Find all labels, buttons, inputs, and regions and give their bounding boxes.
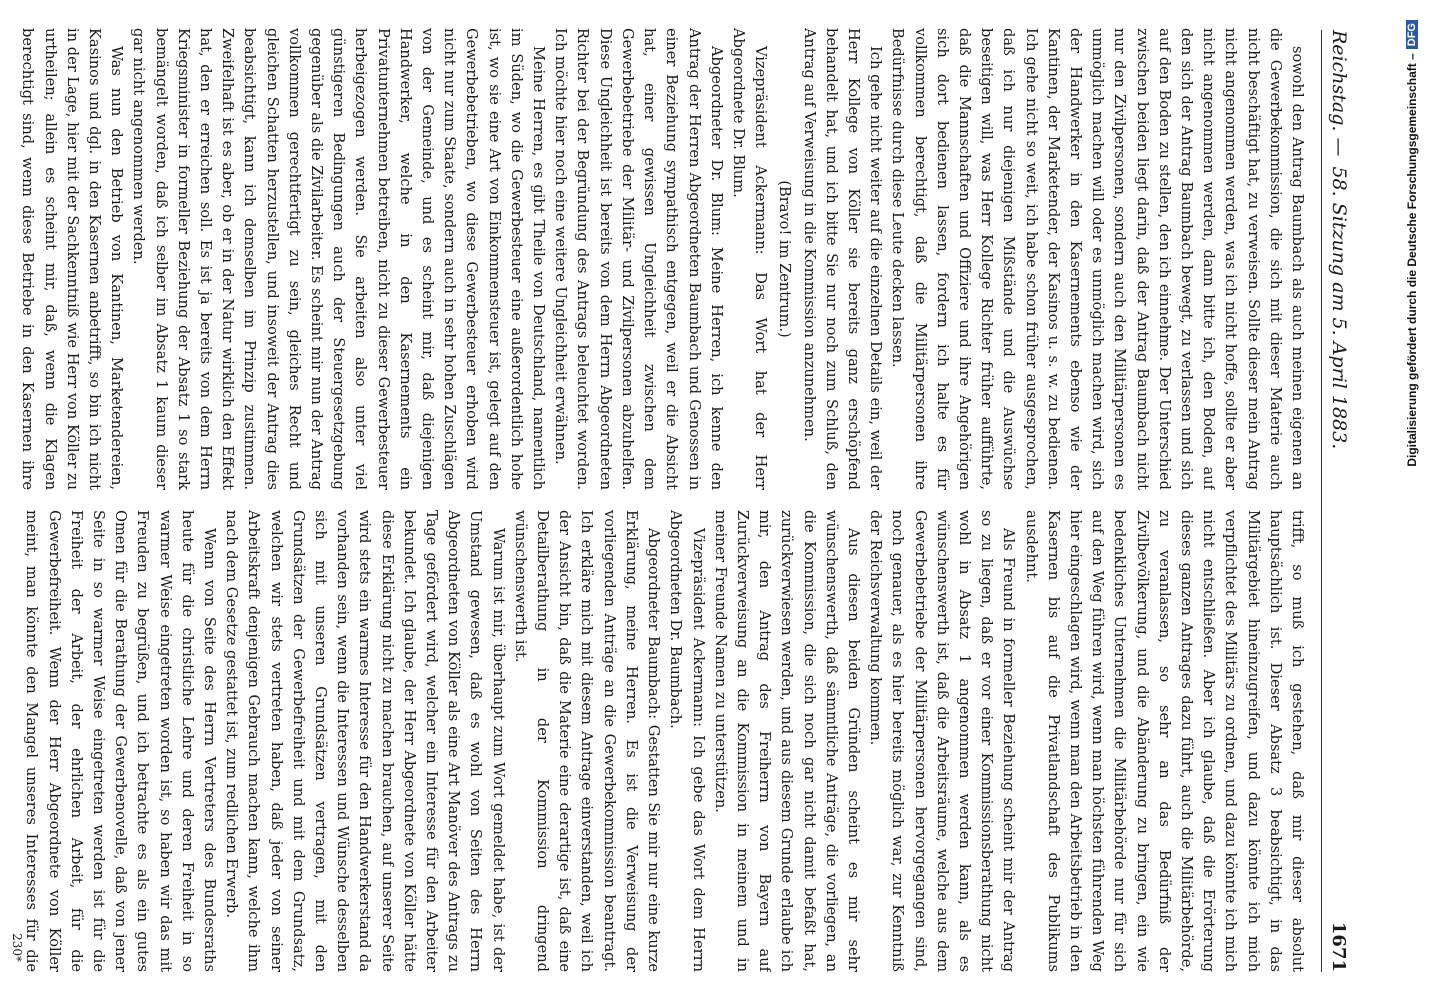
- paragraph: Ich gehe nicht weiter auf die einzelnen Details ein, weil der Herr Kollege von Köller sie bereits ganz erschöpfend behandelt hat, und ich bitte Sie nur noch zum Schluß, den Antrag auf Verweisung in die Kommission anzunehmen.: [800, 28, 885, 490]
- page-number: 1671: [1328, 921, 1350, 972]
- header-left: Reichstag. —: [1328, 30, 1350, 157]
- digitization-sidebar: [1392, 0, 1432, 1000]
- paragraph: Vizepräsident Ackermann: Das Wort hat der Herr Abgeordnete Dr. Blum.: [729, 28, 770, 490]
- sidebar-credit: Digitalisierung gefördert durch die Deutsche Forschungsgemeinschaft –: [1405, 53, 1419, 467]
- paragraph: Was nun den Betrieb von Kantinen, Marketendereien, Kasinos und dgl. in den Kasernen anbetrifft, so bin ich nicht in der Lage, hier mit der Sachkenntniß wie Herr von Köller zu urtheilen; allein es scheint mir, daß, wenn die Klagen berechtigt sind, wenn diese Betriebe in den Kasernen ihre: [19, 28, 126, 490]
- right-column: [18, 510, 1308, 972]
- paragraph: sowohl den Antrag Baumbach als auch meinen eigenen an die Gewerbekommission, die sich mit dieser Materie auch nicht beschäftigt hat, zu verweisen. Sollte dieser mein Antrag nicht angenommen werden, was ich nicht hoffe, sollte er aber nicht angenommen werden, dann bitte ich, den Boden, auf den sich der Antrag Baumbach bewegt, zu verlassen und sich auf den Boden zu stellen, den ich einnehme. Der Unterschied zwischen beiden liegt darin, daß der Antrag Baumbach nicht nur den Zivilpersonen, sondern auch den Militärpersonen es unmöglich machen will oder es unmöglich machen wird, sich der Handwerker in den Kasernements ebenso wie der Kantinen, der Marketender, der Kasinos u. s. w. zu bedienen. Ich gehe nicht so weit, ich habe schon früher ausgesprochen, daß ich nur diejenigen Mißstände und die Auswüchse beseitigen will, was Herr Kollege Richter früher aufführte, daß die Mannschaften und Offiziere und ihre Angehörigen sich dort bedienen lassen, fordern ich halte es für vollkommen berechtigt, daß die Militärpersonen ihre Bedürfnisse durch diese Leute decken lassen.: [889, 28, 1306, 490]
- paragraph: Abgeordneter Baumbach: Gestatten Sie mir nur eine kurze Erklärung, meine Herren. Es ist die Verweisung der vorliegenden Anträge an die Gewerbekommission beantragt. Ich erkläre mich mit diesem Antrage einverstanden, weil ich der Ansicht bin, daß die Materie eine derartige ist, daß eine Detailberathung in der Kommission dringend wünschenswerth ist.: [511, 510, 663, 972]
- paragraph: trifft, so muß ich gestehen, daß mir dieser absolut hauptsächlich ist. Dieser Absatz 3 beabsichtigt, in das Militärgebiet hineinzugreifen, und dazu könnte ich mich verpflichtet des Militärs zu ordnen, und dazu könnte ich mich nicht entschließen. Aber ich glaube, daß die Erörterung dieses ganzen Antrages dazu führt, auch die Militärbehörde, zu veranlassen, so sehr an das Bedürfniß der Zivilbevölkerung, und die Abänderung zu bringen, ein wie bedenkliches Unternehmen die Militärbehörde nur für sich auf den Weg führen wird, wenn man höchsten führenden Weg hier eingeschlagen wird, wenn man den Arbeitsbetrieb in den Kasernen bis auf die Privatlandschaft des Publikums ausdehnt.: [1022, 510, 1306, 972]
- dfg-logo: DFG: [1406, 20, 1418, 49]
- paragraph: Wenn von Seite des Herrn Vertreters des Bundesraths heute für die christliche Lehre und deren Freiheit in so warmer Weise eingetreten worden ist, so haben wir das mit Freuden zu begrüßen, und ich betrachte es als ein gutes Omen für die Berathung der Gewerbenovelle, daß von jener Seite in so warmer Weise eingetreten werden ist für die Freiheit der Arbeit, der ehrlichen Arbeit, für die Gewerbefreiheit. Wenn der Herr Abgeordnete von Köller meint, man könnte den Mangel unseres Interesses für die: [23, 510, 219, 972]
- paragraph: Warum ist mir, überhaupt zum Wort gemeldet habe, ist der Umstand gewesen, daß es wohl von Seiten des Herrn Abgeordneten von Köller als eine Art Manöver des Antrags zu Tage gefördert wird, welcher ein Interesse für den Arbeiter bekundet. Ich glaube, der Herr Abgeordnete von Köller hätte diese Erklärung nicht zu machen brauchen, auf unserer Seite wird stets ein warmes Interesse für den Handwerkerstand da vorhanden sein, wenn die Interessen und Wünsche desselben sich mit unseren Grundsätzen vertragen, mit den Grundsätzen der Gewerbefreiheit und mit dem Grundsatz, welchen wir stets vertreten haben, daß jeder von seiner Arbeitskraft denjenigen Gebrauch machen kann, welche ihm nach dem Gesetze gestattet ist, zum redlichen Erwerb.: [223, 510, 507, 972]
- left-column: [18, 28, 1308, 490]
- signature-mark: 230*: [10, 933, 24, 962]
- header-title: 58. Sitzung am 5. April 1883.: [1328, 166, 1350, 450]
- page-header: [1321, 30, 1356, 972]
- paragraph: Vizepräsident Ackermann: Ich gebe das Wort dem Herrn Abgeordneten Dr. Baumbach.: [667, 510, 707, 972]
- paragraph: Als Freund in formeller Beziehung scheint mir der Antrag so zu liegen, daß er vor einer Kommissionsberathung nicht wohl in Absatz 1 angenommen werden kann, als es wünschenswerth ist, daß die Arbeitsräume, welche aus dem Gewerbebetriebe der Militärpersonen hervorgegangen sind, noch genauer, als es hier bereits möglich war, zur Kenntniß der Reichsverwaltung kommen.: [867, 510, 1018, 972]
- paragraph: Aus diesen beiden Gründen scheint es mir sehr wünschenswerth, daß sämmtliche Anträge, die vorliegen, an die Kommission, die sich noch gar nicht damit befaßt hat, zurückverwiesen werden, und aus diesem Grunde erlaube ich mir, den Antrag des Freiherrn von Bayern auf Zurückverweisung an die Kommission in meinem und in meiner Freunde Namen zu unterstützen.: [711, 510, 862, 972]
- paragraph: (Bravo! im Zentrum.): [776, 180, 794, 338]
- paragraph: Meine Herren, es gibt Theile von Deutschland, namentlich im Süden, wo die Gewerbesteuer eine außerordentlich hohe ist, wo sie eine Art von Einkommensteuer ist, gelegt auf den Gewerbebetrieben, wo diese Gewerbesteuer erhoben wird nicht nur zum Staate, sondern auch in sehr hohen Zuschlägen von der Gemeinde, und es scheint mir, daß diejenigen Handwerker, welche in den Kasernements ein Privatunternehmen betreiben, nicht zu dieser Gewerbesteuer herbeigezogen werden. Sie arbeiten also unter viel günstigeren Bedingungen auch der Steuergesetzgebung gegenüber als die Zivilarbeiter. Es scheint mir nun der Antrag vollkommen gerechtfertigt zu sein, gleiches Recht und gleichen Schatten herzustellen, und insoweit der Antrag dies beabsichtigt, kann ich demselben im Prinzip zustimmen. Zweifelhaft ist es aber, ob er in der Natur wirklich den Effekt hat, den er erreichen soll. Es ist ja bereits von dem Herrn Kriegsminister in formeller Beziehung der Absatz 1 so stark bemängelt worden, daß ich selber im Absatz 1 kaum dieser gar nicht angenommen werden.: [130, 28, 548, 490]
- paragraph: Abgeordneter Dr. Blum: Meine Herren, ich kenne den Antrag der Herren Abgeordneten Baumbach und Genossen in einer Beziehung sympathisch entgegen, weil er die Absicht hat, einer gewissen Ungleichheit zwischen dem Gewerbebetriebe der Militär- und Zivilpersonen abzuhelfen. Diese Ungleichheit ist bereits von dem Herrn Abgeordneten Richter bei der Begründung des Antrags beleuchtet worden. Ich möchte hier noch eine weitere Ungleichheit erwähnen.: [552, 28, 725, 490]
